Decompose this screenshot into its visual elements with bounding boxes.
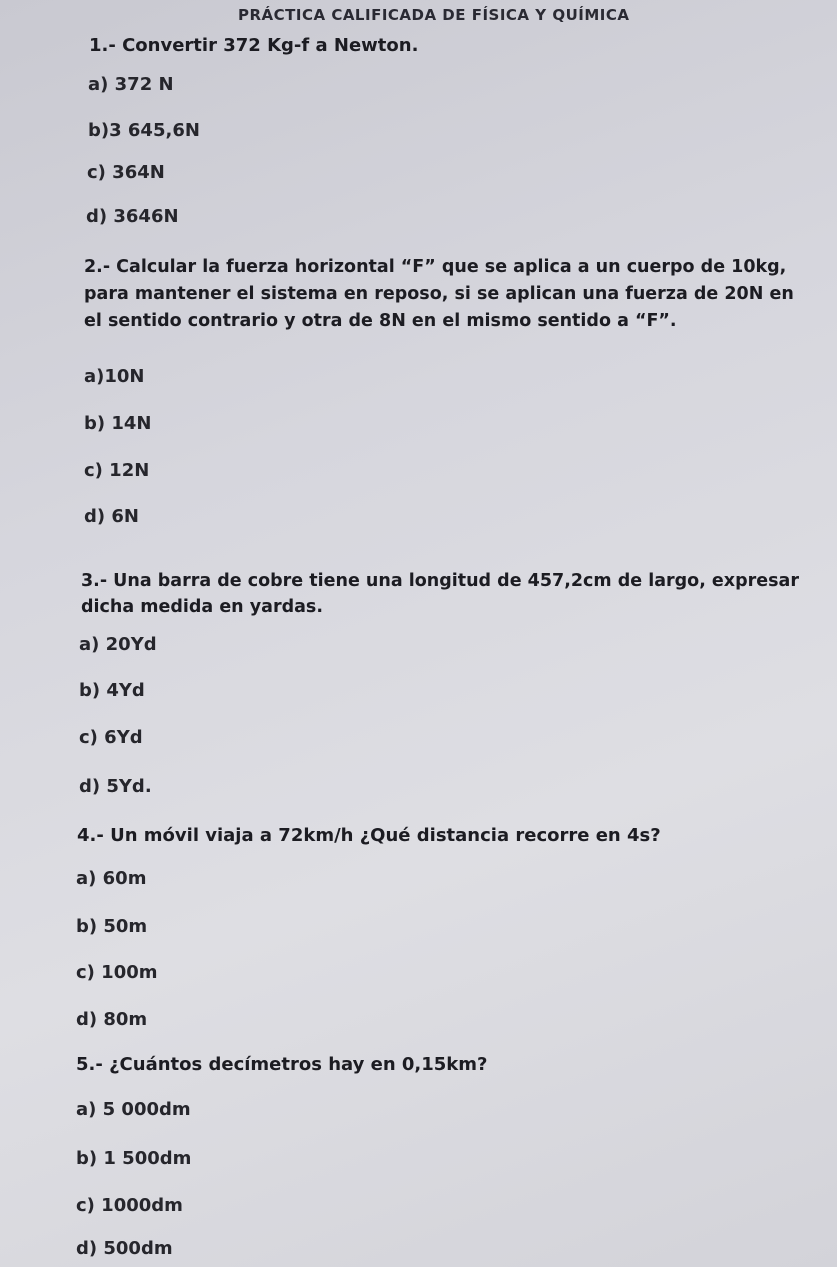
worksheet-title: PRÁCTICA CALIFICADA DE FÍSICA Y QUÍMICA	[238, 6, 630, 24]
question-5-option-c: c) 1000dm	[76, 1195, 183, 1216]
question-1-option-c: c) 364N	[87, 162, 165, 183]
question-2-option-a: a)10N	[84, 366, 145, 387]
question-1-line-1: 1.- Convertir 372 Kg-f a Newton.	[89, 35, 419, 56]
question-3	[81, 568, 799, 620]
question-1-option-b: b)3 645,6N	[88, 120, 200, 141]
question-1-option-d: d) 3646N	[86, 206, 179, 227]
question-5	[76, 1053, 487, 1077]
question-2-option-b: b) 14N	[84, 413, 152, 434]
question-4	[77, 824, 661, 848]
question-5-option-b: b) 1 500dm	[76, 1148, 192, 1169]
question-5-option-d: d) 500dm	[76, 1238, 173, 1259]
question-2-line-1: 2.- Calcular la fuerza horizontal “F” que se aplica a un cuerpo de 10kg,	[84, 257, 787, 277]
question-4-option-d: d) 80m	[76, 1009, 148, 1030]
question-2-line-3: el sentido contrario y otra de 8N en el mismo sentido a “F”.	[84, 311, 677, 331]
question-5-line-1: 5.- ¿Cuántos decímetros hay en 0,15km?	[76, 1054, 488, 1075]
question-3-line-2: dicha medida en yardas.	[81, 597, 323, 617]
question-2-option-d: d) 6N	[84, 506, 139, 527]
question-4-line-1: 4.- Un móvil viaja a 72km/h ¿Qué distancia recorre en 4s?	[77, 825, 661, 846]
question-2-line-2: para mantener el sistema en reposo, si se aplican una fuerza de 20N en	[84, 284, 794, 304]
question-4-option-c: c) 100m	[76, 962, 158, 983]
question-5-option-a: a) 5 000dm	[76, 1099, 191, 1120]
question-2	[84, 254, 794, 335]
question-3-option-b: b) 4Yd	[79, 680, 145, 701]
question-4-option-b: b) 50m	[76, 916, 148, 937]
question-4-option-a: a) 60m	[76, 868, 147, 889]
question-2-option-c: c) 12N	[84, 460, 150, 481]
question-3-option-c: c) 6Yd	[79, 727, 143, 748]
question-1-option-a: a) 372 N	[88, 74, 174, 95]
question-3-option-d: d) 5Yd.	[79, 776, 152, 797]
question-1	[89, 34, 418, 58]
question-3-line-1: 3.- Una barra de cobre tiene una longitud de 457,2cm de largo, expresar	[81, 571, 799, 591]
question-3-option-a: a) 20Yd	[79, 634, 157, 655]
